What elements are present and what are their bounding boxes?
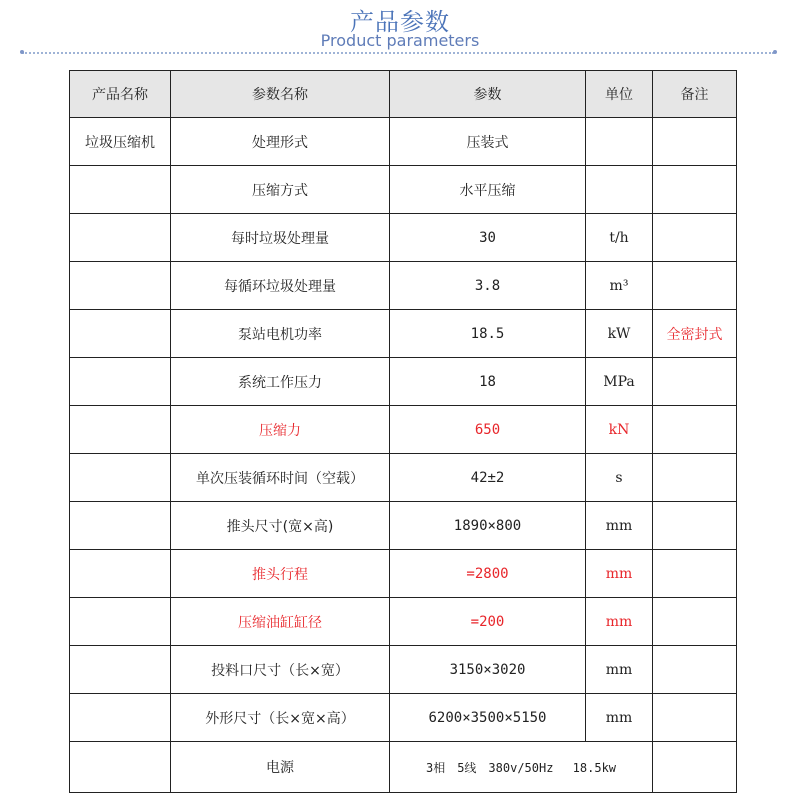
- unit-cell: mm: [586, 502, 653, 550]
- product-name-cell: 垃圾压缩机: [70, 118, 171, 166]
- table-row: [70, 454, 737, 502]
- note-cell: 全密封式: [653, 310, 737, 358]
- parameter-name-cell: 外形尺寸（长×宽×高）: [171, 694, 390, 742]
- note-cell: [653, 742, 737, 793]
- note-cell: [653, 262, 737, 310]
- note-cell: [653, 166, 737, 214]
- note-cell: [653, 454, 737, 502]
- parameter-value-cell: 42±2: [390, 454, 586, 502]
- product-name-cell: [70, 502, 171, 550]
- note-cell: [653, 502, 737, 550]
- parameter-name-cell: 压缩方式: [171, 166, 390, 214]
- parameter-name-cell: 每时垃圾处理量: [171, 214, 390, 262]
- note-cell: [653, 646, 737, 694]
- unit-cell: s: [586, 454, 653, 502]
- note-cell: [653, 358, 737, 406]
- unit-cell: [586, 118, 653, 166]
- note-cell: [653, 214, 737, 262]
- unit-cell: mm: [586, 598, 653, 646]
- column-header-unit: 单位: [586, 71, 653, 118]
- unit-cell: kW: [586, 310, 653, 358]
- unit-cell: [586, 166, 653, 214]
- parameter-name-cell: 系统工作压力: [171, 358, 390, 406]
- parameter-name-cell: 电源: [171, 742, 390, 793]
- page-subtitle: Product parameters: [320, 31, 480, 50]
- product-name-cell: [70, 454, 171, 502]
- divider-dot-right: [773, 50, 777, 54]
- parameter-value-cell: 650: [390, 406, 586, 454]
- note-cell: [653, 598, 737, 646]
- column-header-parameter-name: 参数名称: [171, 71, 390, 118]
- product-name-cell: [70, 166, 171, 214]
- parameter-name-cell: 压缩油缸缸径: [171, 598, 390, 646]
- unit-cell: mm: [586, 550, 653, 598]
- note-cell: [653, 550, 737, 598]
- product-name-cell: [70, 406, 171, 454]
- parameter-name-cell: 每循环垃圾处理量: [171, 262, 390, 310]
- table-row-power: [70, 742, 737, 793]
- table-row: [70, 118, 737, 166]
- parameter-value-cell: 30: [390, 214, 586, 262]
- parameter-value-cell: =2800: [390, 550, 586, 598]
- note-cell: [653, 118, 737, 166]
- parameter-value-cell: 3.8: [390, 262, 586, 310]
- product-name-cell: [70, 214, 171, 262]
- parameter-value-cell: 18: [390, 358, 586, 406]
- column-header-parameter: 参数: [390, 71, 586, 118]
- parameter-value-cell: 1890×800: [390, 502, 586, 550]
- product-name-cell: [70, 742, 171, 793]
- parameter-value-cell: 3150×3020: [390, 646, 586, 694]
- product-name-cell: [70, 598, 171, 646]
- table-row: [70, 646, 737, 694]
- product-name-cell: [70, 646, 171, 694]
- unit-cell: mm: [586, 646, 653, 694]
- note-cell: [653, 406, 737, 454]
- parameter-value-cell: 压装式: [390, 118, 586, 166]
- table-row: [70, 550, 737, 598]
- parameter-name-cell: 单次压装循环时间（空载）: [171, 454, 390, 502]
- parameter-name-cell: 处理形式: [171, 118, 390, 166]
- parameter-name-cell: 推头尺寸(宽×高): [171, 502, 390, 550]
- table-row: [70, 358, 737, 406]
- product-name-cell: [70, 358, 171, 406]
- note-cell: [653, 694, 737, 742]
- parameter-name-cell: 压缩力: [171, 406, 390, 454]
- table-row: [70, 310, 737, 358]
- table-row: [70, 502, 737, 550]
- divider-dot-left: [20, 50, 24, 54]
- unit-cell: kN: [586, 406, 653, 454]
- unit-cell: MPa: [586, 358, 653, 406]
- parameters-table: [69, 70, 737, 793]
- parameter-value-cell: 6200×3500×5150: [390, 694, 586, 742]
- table-row: [70, 598, 737, 646]
- parameter-value-cell: 18.5: [390, 310, 586, 358]
- table-row: [70, 166, 737, 214]
- table-header-row: [70, 71, 737, 118]
- product-name-cell: [70, 310, 171, 358]
- parameter-value-cell: 水平压缩: [390, 166, 586, 214]
- unit-cell: m³: [586, 262, 653, 310]
- column-header-note: 备注: [653, 71, 737, 118]
- table-row: [70, 262, 737, 310]
- parameter-name-cell: 泵站电机功率: [171, 310, 390, 358]
- title-divider: [22, 52, 774, 54]
- unit-cell: mm: [586, 694, 653, 742]
- page-title: 产品参数: [350, 8, 450, 36]
- product-name-cell: [70, 694, 171, 742]
- table-row: [70, 214, 737, 262]
- unit-cell: t/h: [586, 214, 653, 262]
- table-row: [70, 694, 737, 742]
- product-name-cell: [70, 262, 171, 310]
- product-name-cell: [70, 550, 171, 598]
- table-row: [70, 406, 737, 454]
- power-value-cell: 3相 5线 380v/50Hz 18.5kw: [390, 742, 653, 793]
- parameter-name-cell: 投料口尺寸（长×宽）: [171, 646, 390, 694]
- parameter-name-cell: 推头行程: [171, 550, 390, 598]
- parameter-value-cell: =200: [390, 598, 586, 646]
- column-header-product-name: 产品名称: [70, 71, 171, 118]
